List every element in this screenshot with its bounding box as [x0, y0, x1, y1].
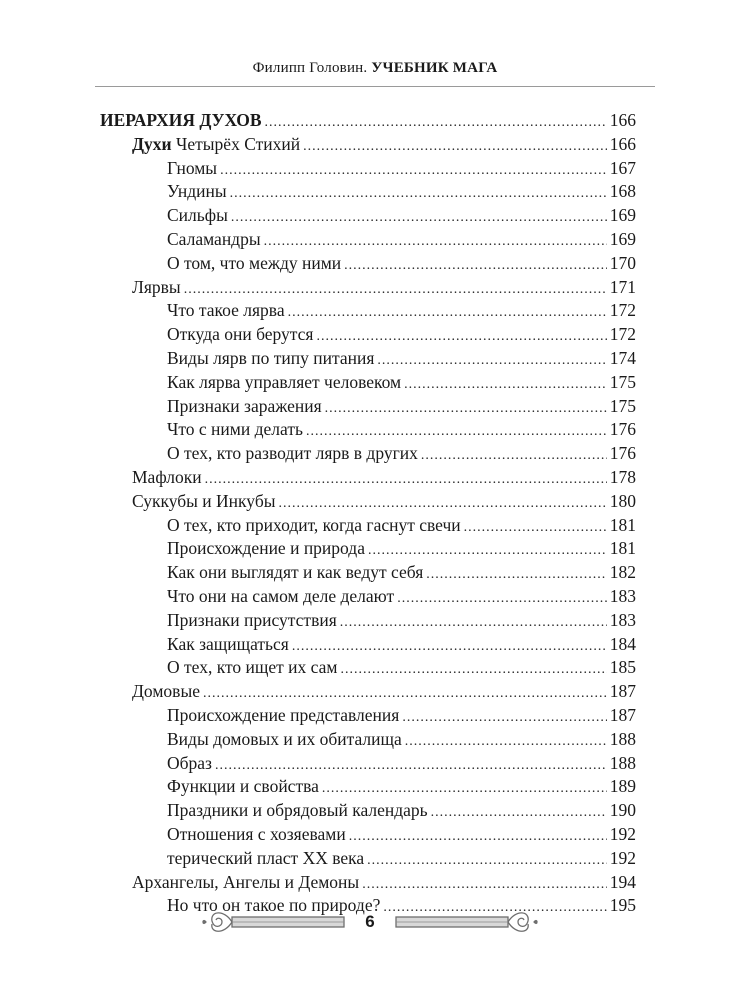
- header-author: Филипп Головин.: [252, 60, 368, 76]
- dot-leader: [377, 347, 606, 373]
- dot-leader: [340, 656, 606, 682]
- toc-subentry: [100, 728, 636, 752]
- dot-leader: [203, 680, 607, 706]
- toc-entry-title: Лярвы: [132, 276, 181, 297]
- header-rule: [95, 86, 655, 87]
- toc-page-number: 183: [609, 609, 636, 630]
- toc-chapter-entry: [100, 680, 636, 704]
- toc-entry-title: Признаки заражения: [167, 395, 322, 416]
- toc-subentry: [100, 347, 636, 371]
- running-header: [95, 60, 655, 77]
- toc-entry-title-emphasis: Духи: [132, 133, 172, 154]
- toc-subentry: [100, 561, 636, 585]
- toc-subentry: [100, 514, 636, 538]
- dot-leader: [368, 537, 607, 563]
- toc-page-number: 174: [609, 347, 636, 368]
- header-book-title: УЧЕБНИК МАГА: [371, 60, 498, 76]
- toc-entry-title: Гномы: [167, 157, 218, 178]
- toc-entry-title: О том, что между ними: [167, 252, 342, 273]
- toc-page-number: 181: [609, 514, 636, 535]
- toc-entry-title: Виды домовых и их обиталища: [167, 728, 402, 749]
- toc-page-number: 175: [609, 395, 636, 416]
- toc-entry-title: Саламандры: [167, 228, 261, 249]
- dot-leader: [215, 752, 607, 778]
- toc-subentry: [100, 418, 636, 442]
- toc-page-number: 175: [609, 371, 636, 392]
- toc-entry-title: Отношения с хозяевами: [167, 823, 346, 844]
- toc-page-number: 190: [609, 800, 636, 821]
- toc-entry-title: Как они выглядят и как ведут себя: [167, 562, 424, 583]
- toc-page-number: 178: [609, 466, 636, 487]
- toc-chapter-entry: [100, 871, 636, 895]
- toc-page-number: 176: [609, 443, 636, 464]
- toc-subentry: [100, 752, 636, 776]
- dot-leader: [265, 109, 607, 135]
- dot-leader: [340, 609, 607, 635]
- dot-leader: [306, 418, 607, 444]
- toc-entry-title: Сильфы: [167, 205, 228, 226]
- toc-chapter-entry: [100, 133, 636, 157]
- dot-leader: [231, 204, 607, 230]
- toc-entry-title: Происхождение представления: [167, 704, 400, 725]
- toc-subentry: [100, 656, 636, 680]
- toc-page-number: 167: [609, 157, 636, 178]
- toc-entry-title: Что такое лярва: [167, 300, 285, 321]
- toc-section-heading: [100, 109, 636, 133]
- toc-entry-title: Что они на самом деле делают: [167, 585, 395, 606]
- toc-entry-title: Как защищаться: [167, 633, 289, 654]
- table-of-contents: [100, 109, 636, 918]
- toc-subentry: [100, 323, 636, 347]
- toc-entry-title: ИЕРАРХИЯ ДУХОВ: [100, 110, 262, 130]
- toc-entry-title: Функции и свойства: [167, 776, 319, 797]
- toc-page-number: 192: [609, 823, 636, 844]
- toc-subentry: [100, 204, 636, 228]
- dot-leader: [464, 514, 607, 540]
- toc-subentry: [100, 180, 636, 204]
- toc-page-number: 187: [609, 704, 636, 725]
- toc-entry-title: [132, 133, 300, 157]
- toc-entry-title: О тех, кто разводит лярв в других: [167, 443, 418, 464]
- toc-subentry: [100, 228, 636, 252]
- toc-page-number: 188: [609, 728, 636, 749]
- toc-subentry: [100, 847, 636, 871]
- toc-entry-title: Архангелы, Ангелы и Демоны: [132, 871, 360, 892]
- toc-entry-title: Что с ними делать: [167, 419, 303, 440]
- dot-leader: [367, 847, 607, 873]
- dot-leader: [322, 775, 607, 801]
- toc-entry-title: Мафлоки: [132, 466, 202, 487]
- toc-entry-title: Праздники и обрядовый календарь: [167, 800, 428, 821]
- toc-page-number: 189: [609, 776, 636, 797]
- dot-leader: [349, 823, 607, 849]
- page-number: 6: [365, 912, 375, 931]
- toc-page-number: 176: [609, 419, 636, 440]
- toc-page-number: 169: [609, 205, 636, 226]
- toc-entry-title: Ундины: [167, 181, 227, 202]
- toc-subentry: [100, 585, 636, 609]
- toc-subentry: [100, 395, 636, 419]
- toc-page-number: 185: [609, 657, 636, 678]
- toc-subentry: [100, 775, 636, 799]
- toc-subentry: [100, 799, 636, 823]
- toc-entry-title: Суккубы и Инкубы: [132, 490, 276, 511]
- toc-page-number: 195: [609, 895, 636, 916]
- toc-entry-title: Виды лярв по типу питания: [167, 347, 375, 368]
- toc-page-number: 170: [609, 252, 636, 273]
- toc-entry-title: Образ: [167, 752, 212, 773]
- toc-subentry: [100, 442, 636, 466]
- dot-leader: [184, 276, 607, 302]
- toc-subentry: [100, 371, 636, 395]
- toc-page-number: 194: [609, 871, 636, 892]
- dot-leader: [362, 871, 607, 897]
- dot-leader: [230, 180, 607, 206]
- dot-leader: [292, 633, 607, 659]
- toc-page-number: 181: [609, 538, 636, 559]
- toc-entry-title: О тех, кто ищет их сам: [167, 657, 338, 678]
- toc-subentry: [100, 299, 636, 323]
- dot-leader: [220, 157, 607, 183]
- toc-entry-title: О тех, кто приходит, когда гаснут свечи: [167, 514, 461, 535]
- dot-leader: [431, 799, 607, 825]
- toc-page-number: 188: [609, 752, 636, 773]
- toc-page-number: 171: [609, 276, 636, 297]
- dot-leader: [303, 133, 607, 159]
- dot-leader: [325, 395, 607, 421]
- toc-page-number: 172: [609, 324, 636, 345]
- toc-subentry: [100, 633, 636, 657]
- toc-entry-title: Домовые: [132, 681, 200, 702]
- toc-page-number: 166: [609, 133, 636, 154]
- dot-leader: [278, 490, 606, 516]
- toc-entry-title: Откуда они берутся: [167, 324, 314, 345]
- toc-page-number: 184: [609, 633, 636, 654]
- toc-page-number: 168: [609, 181, 636, 202]
- toc-chapter-entry: [100, 466, 636, 490]
- dot-leader: [426, 561, 606, 587]
- toc-chapter-entry: [100, 490, 636, 514]
- toc-entry-title: Но что он такое по природе?: [167, 895, 381, 916]
- toc-subentry: [100, 252, 636, 276]
- toc-entry-title: Происхождение и природа: [167, 538, 365, 559]
- toc-chapter-entry: [100, 276, 636, 300]
- dot-leader: [421, 442, 607, 468]
- dot-leader: [264, 228, 607, 254]
- toc-entry-title-rest: Четырёх Стихий: [171, 133, 301, 154]
- dot-leader: [288, 299, 607, 325]
- dot-leader: [397, 585, 607, 611]
- toc-entry-title: Признаки присутствия: [167, 609, 337, 630]
- toc-subentry: [100, 609, 636, 633]
- dot-leader: [344, 252, 607, 278]
- toc-page-number: 182: [609, 562, 636, 583]
- toc-page-number: 180: [609, 490, 636, 511]
- toc-page-number: 192: [609, 847, 636, 868]
- dot-leader: [402, 704, 606, 730]
- dot-leader: [404, 371, 607, 397]
- toc-page-number: 172: [609, 300, 636, 321]
- dot-leader: [205, 466, 607, 492]
- toc-page-number: 187: [609, 681, 636, 702]
- toc-subentry: [100, 157, 636, 181]
- toc-entry-title: терический пласт XX века: [167, 847, 365, 868]
- dot-leader: [316, 323, 606, 349]
- toc-subentry: [100, 704, 636, 728]
- toc-page-number: 169: [609, 228, 636, 249]
- toc-page-number: 183: [609, 585, 636, 606]
- dot-leader: [405, 728, 607, 754]
- toc-page-number: 166: [609, 110, 636, 130]
- toc-entry-title: Как лярва управляет человеком: [167, 371, 402, 392]
- toc-subentry: [100, 537, 636, 561]
- toc-subentry: [100, 823, 636, 847]
